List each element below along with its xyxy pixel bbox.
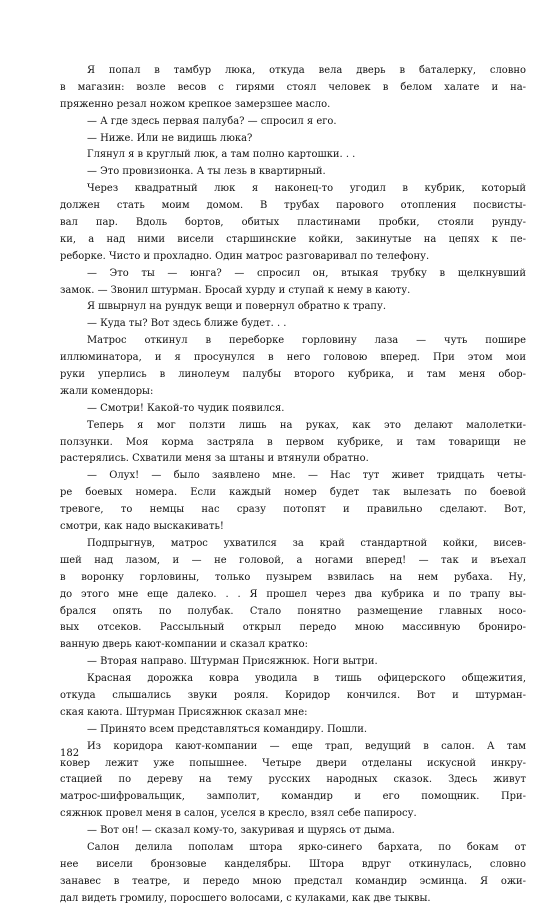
page-number: 182 — [60, 748, 80, 759]
text-line: — Вторая направо. Штурман Присяжнюк. Ноги вытри. — [87, 656, 378, 668]
text-line: иллюминатора, и я просунулся в него головою вперед. При этом мои — [60, 352, 526, 364]
text-line: Матрос откинул в переборке горловину лаза — чуть пошире — [87, 335, 526, 347]
text-line: ползунки. Моя корма застряла в первом кубрике, и там товарищи не — [60, 436, 526, 448]
text-line: нее висели бронзовые канделябры. Штора вдруг откинулась, словно — [60, 858, 526, 870]
text-line: ки, а над ними висели старшинские койки, закинутые на цепях к пе- — [60, 233, 526, 245]
text-line: — Куда ты? Вот здесь ближе будет. . . — [87, 318, 287, 330]
text-line: дал видеть громилу, поросшего волосами, с кулаками, как две тыквы. — [60, 892, 431, 904]
text-line: Теперь я мог ползти лишь на руках, как это делают малолетки- — [87, 419, 526, 431]
text-line: в магазин: возле весов с гирями стоял человек в белом халате и на- — [60, 81, 526, 93]
text-line: Салон делила пополам штора ярко-синего бархата, по бокам от — [87, 841, 526, 853]
text-line: тревоге, то немцы нас сразу потопят и правильно сделают. Вот, — [60, 504, 526, 516]
text-line: замок. — Звонил штурман. Бросай хурду и ступай к нему в каюту. — [60, 284, 411, 296]
text-line: Подпрыгнув, матрос ухватился за край стандартной койки, висев- — [87, 537, 526, 549]
text-line: ковер лежит уже попышнее. Четыре двери отделаны искусной инкру- — [60, 757, 526, 769]
text-line: жали комендоры: — [60, 385, 154, 397]
text-line: Красная дорожка ковра уводила в тишь офицерского общежития, — [87, 673, 526, 685]
text-line: — Ниже. Или не видишь люка? — [87, 132, 253, 144]
text-line: до этого мне еще далеко. . . Я прошел через два кубрика и по трапу вы- — [60, 588, 526, 600]
text-line: — Это ты — юнга? — спросил он, втыкая трубку в щелкнувший — [87, 267, 526, 279]
text-line: вых отсеков. Рассыльный открыл передо мною массивную брониро- — [60, 622, 526, 634]
text-line: стацией по дереву на тему русских народных сказок. Здесь живут — [60, 774, 526, 786]
text-line: откуда слышались звуки рояля. Коридор кончился. Вот и штурман- — [60, 689, 526, 701]
text-line: смотри, как надо выскакивать! — [60, 521, 224, 533]
text-line: занавес в театре, и передо мною предстал командир эсминца. Я ожи- — [60, 875, 526, 887]
text-line: в воронку горловины, только пузырем взвилась на нем рубаха. Ну, — [60, 571, 526, 583]
text-line: реборке. Чисто и прохладно. Один матрос разговаривал по телефону. — [60, 250, 430, 262]
text-line: должен стать моим домом. В трубах парового отопления посвисты- — [60, 200, 526, 212]
text-line: ре боевых номера. Если каждый номер будет так вылезать по боевой — [60, 487, 526, 499]
text-line: руки уперлись в линолеум палубы второго кубрика, и там меня обор- — [60, 369, 526, 381]
text-line: Через квадратный люк я наконец-то угодил в кубрик, который — [87, 183, 526, 195]
text-line: Глянул я в круглый люк, а там полно картошки. . . — [87, 149, 356, 161]
text-line: шей над лазом, и — не головой, а ногами вперед! — так и въехал — [60, 554, 526, 566]
text-line: — А где здесь первая палуба? — спросил я его. — [87, 115, 337, 127]
text-line: брался опять по полубак. Стало понятно размещение главных носо- — [60, 605, 526, 617]
text-line: пряженно резал ножом крепкое замерзшее масло. — [60, 98, 331, 110]
text-line: — Это провизионка. А ты лезь в квартирный. — [87, 166, 326, 178]
text-line: — Принято всем представляться командиру. Пошли. — [87, 723, 367, 735]
text-line: Из коридора кают-компании — еще трап, ведущий в салон. А там — [87, 740, 526, 752]
text-line: вал пар. Вдоль бортов, обитых пластинами пробки, стояли рунду- — [60, 217, 526, 229]
text-line: Я швырнул на рундук вещи и повернул обратно к трапу. — [87, 301, 387, 313]
text-line: — Вот он! — сказал кому-то, закуривая и щурясь от дыма. — [87, 825, 395, 837]
text-line: растерялись. Схватили меня за штаны и втянули обратно. — [60, 453, 369, 465]
text-line: матрос-шифровальщик, замполит, командир и его помощник. При- — [60, 791, 526, 803]
text-line: ванную дверь кают-компании и сказал кратко: — [60, 639, 308, 651]
text-line: — Олух! — было заявлено мне. — Нас тут живет тридцать четы- — [87, 470, 526, 482]
text-line: ская каюта. Штурман Присяжнюк сказал мне: — [60, 706, 308, 718]
body-text — [60, 63, 526, 908]
text-line: сяжнюк провел меня в салон, уселся в кресло, взял себе папиросу. — [60, 808, 417, 820]
text-line: — Смотри! Какой-то чудик появился. — [87, 402, 285, 414]
text-line: Я попал в тамбур люка, откуда вела дверь в баталерку, словно — [87, 65, 526, 76]
